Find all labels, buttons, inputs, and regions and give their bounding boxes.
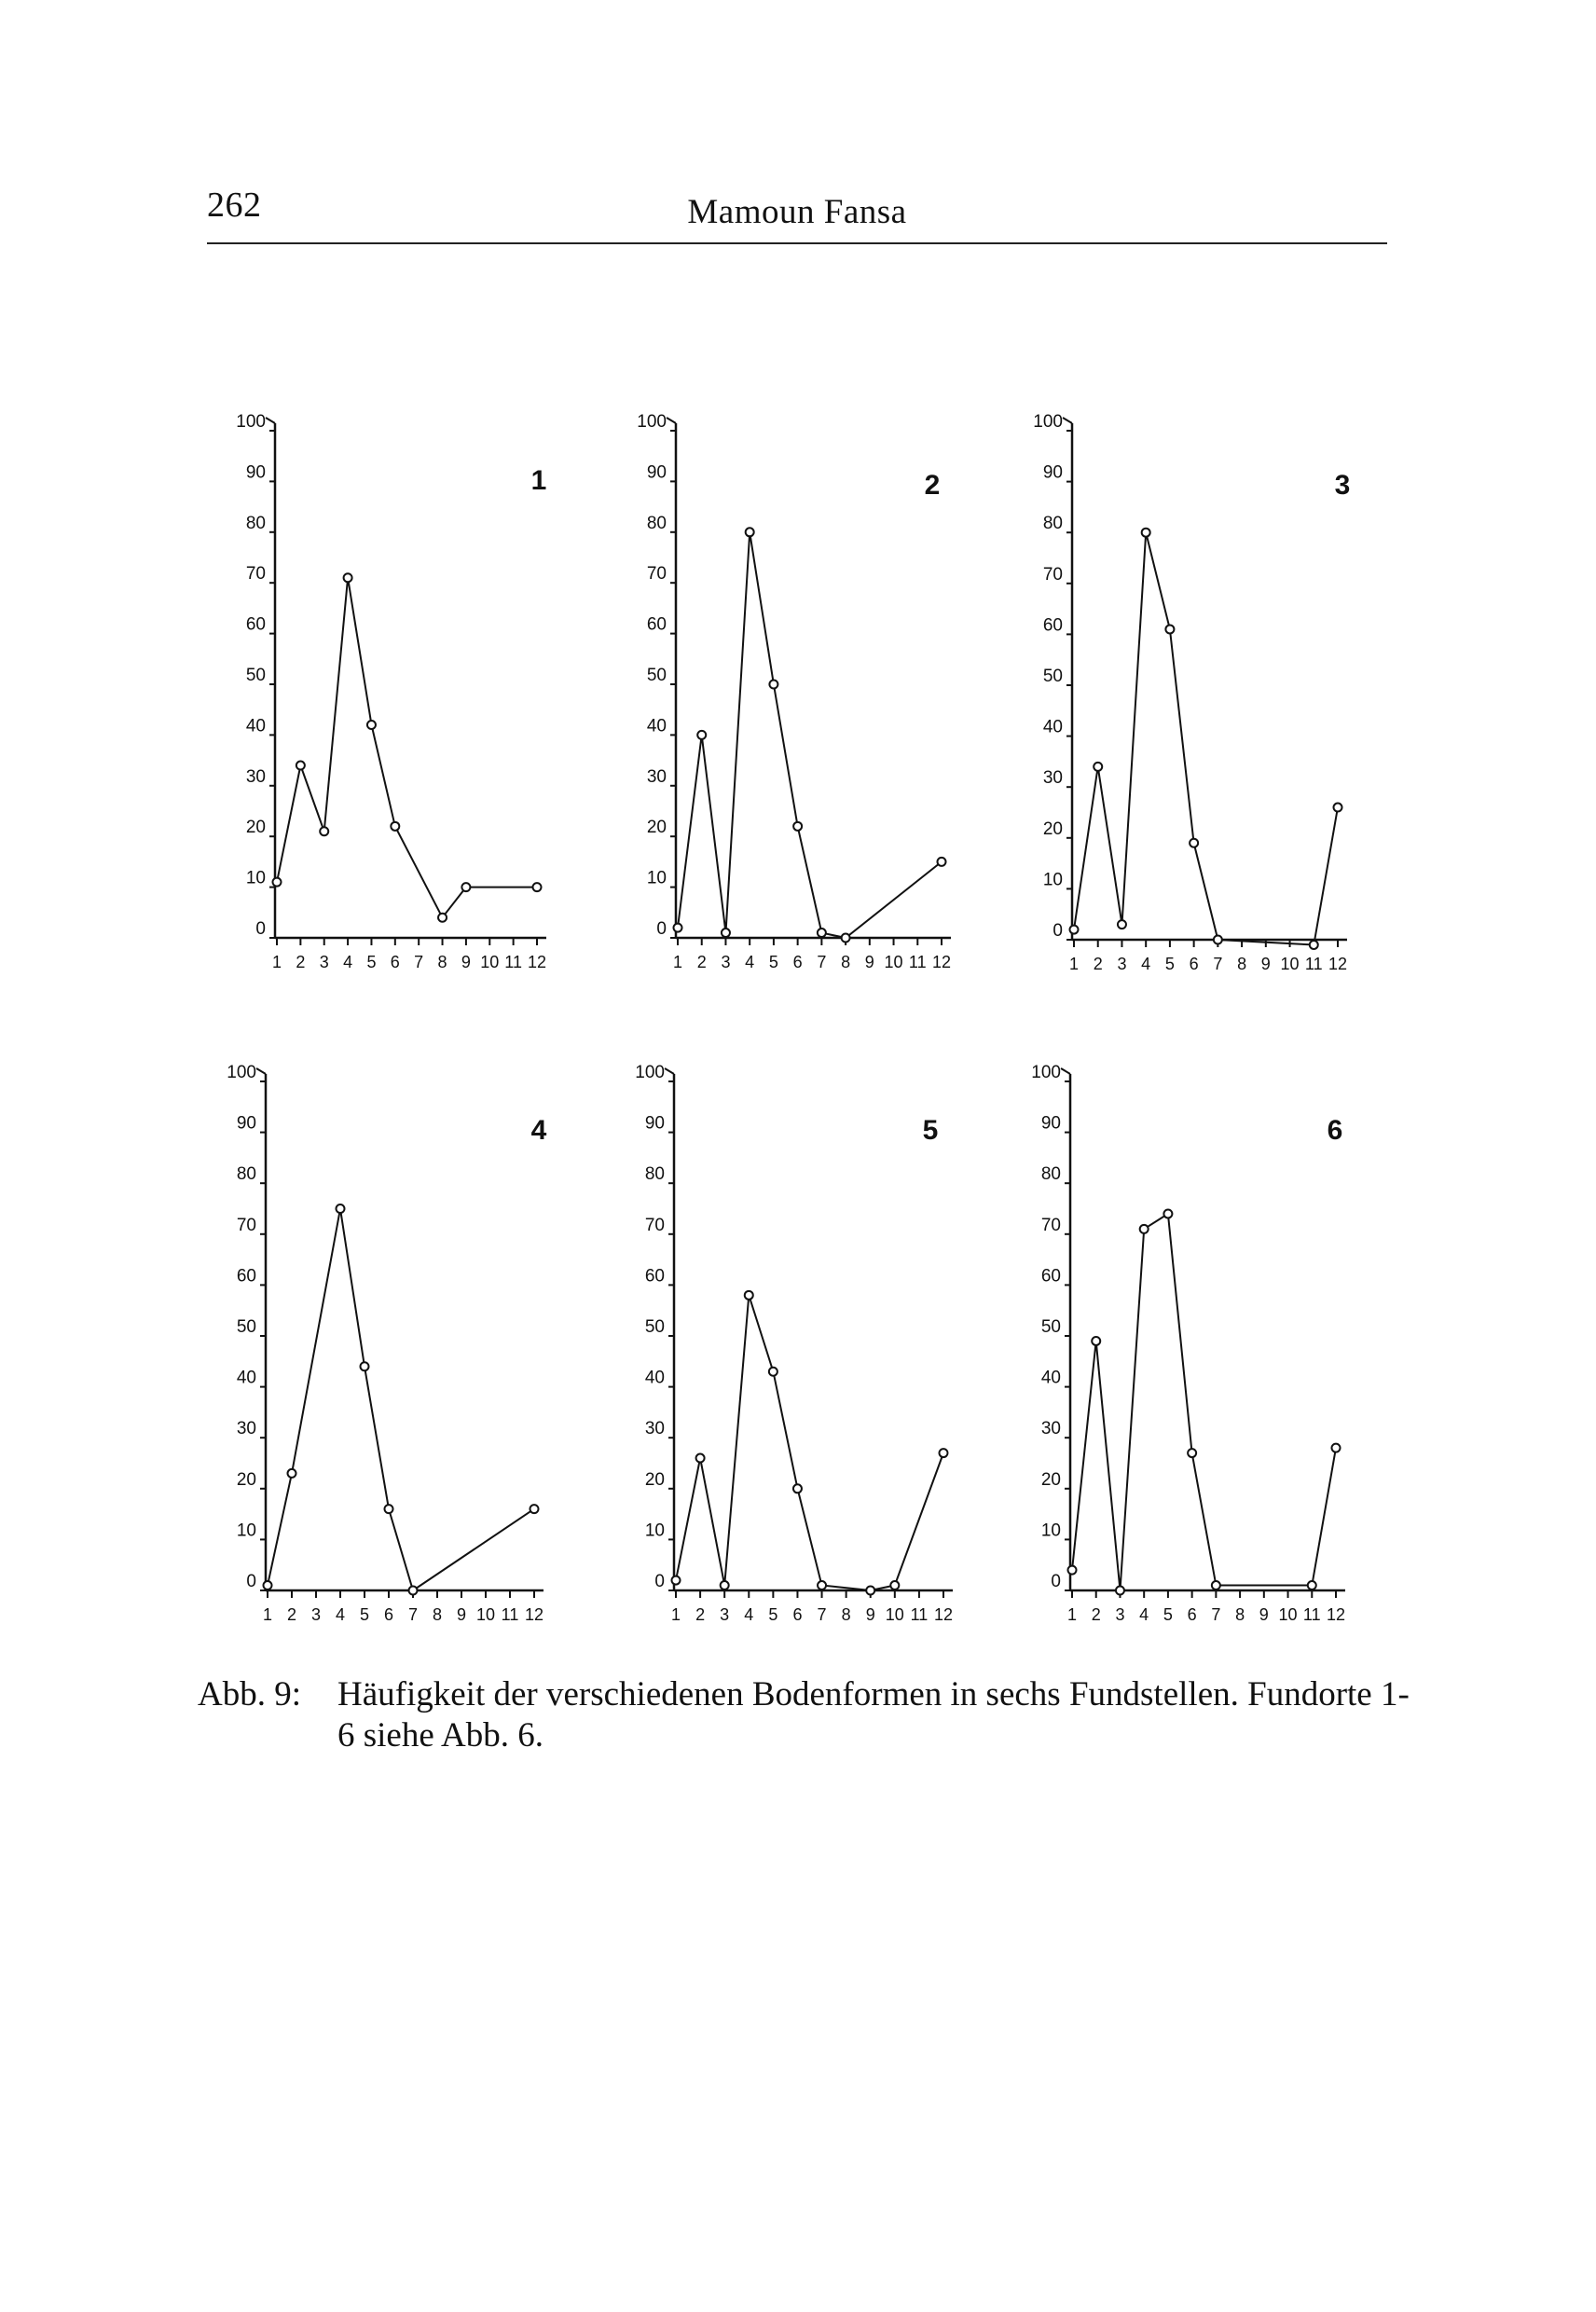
x-tick-label: 10 bbox=[885, 1605, 904, 1624]
series-line bbox=[678, 532, 942, 938]
x-tick-label: 9 bbox=[864, 953, 874, 971]
x-tick-label: 9 bbox=[865, 1605, 875, 1624]
x-tick-label: 12 bbox=[931, 953, 952, 971]
x-tick-label: 3 bbox=[721, 953, 731, 971]
chart-number-label: 3 bbox=[1334, 470, 1351, 501]
data-point bbox=[722, 929, 730, 937]
x-tick-label: 8 bbox=[432, 1605, 443, 1624]
y-tick-label: 90 bbox=[646, 462, 667, 483]
data-point bbox=[697, 731, 706, 739]
y-tick-label: 0 bbox=[1051, 1572, 1061, 1591]
y-axis-top-hook bbox=[256, 1068, 266, 1074]
y-tick-label: 60 bbox=[646, 614, 667, 635]
page-number: 262 bbox=[207, 186, 262, 225]
x-tick-label: 12 bbox=[524, 1605, 544, 1624]
x-tick-label: 3 bbox=[319, 953, 329, 971]
data-point bbox=[745, 1291, 753, 1300]
data-point bbox=[391, 822, 399, 831]
x-tick-label: 2 bbox=[1093, 955, 1103, 973]
x-tick-label: 7 bbox=[817, 953, 827, 971]
data-point bbox=[1142, 529, 1150, 537]
y-tick-label: 60 bbox=[1040, 1266, 1061, 1287]
x-tick-label: 4 bbox=[1141, 955, 1151, 973]
x-tick-label: 7 bbox=[1213, 955, 1223, 973]
x-tick-label: 11 bbox=[1304, 955, 1323, 973]
x-tick-label: 3 bbox=[310, 1605, 322, 1624]
data-point bbox=[672, 1576, 681, 1585]
caption-text: Häufigkeit der verschiedenen Bodenformen in sechs Fundstellen. Fundorte 1-6 siehe Abb. 6. bbox=[337, 1675, 1410, 1755]
x-tick-label: 12 bbox=[527, 953, 547, 971]
x-tick-label: 1 bbox=[672, 953, 683, 971]
chart-number-label: 2 bbox=[924, 470, 941, 501]
x-tick-label: 7 bbox=[1211, 1605, 1221, 1624]
data-point bbox=[938, 858, 946, 866]
y-tick-label: 100 bbox=[637, 412, 667, 432]
y-tick-label: 70 bbox=[1042, 564, 1063, 585]
y-tick-label: 90 bbox=[236, 1113, 256, 1134]
data-point bbox=[1188, 1449, 1196, 1457]
y-tick-label: 60 bbox=[245, 614, 266, 635]
x-tick-label: 5 bbox=[768, 953, 778, 971]
data-point bbox=[866, 1587, 874, 1595]
x-tick-label: 12 bbox=[1326, 1605, 1346, 1624]
data-point bbox=[842, 934, 850, 943]
y-tick-label: 30 bbox=[245, 766, 266, 787]
data-point bbox=[793, 822, 802, 831]
data-point bbox=[533, 883, 542, 891]
x-tick-label: 9 bbox=[461, 953, 471, 971]
y-tick-label: 90 bbox=[1042, 462, 1063, 483]
chart-panel-1 bbox=[236, 412, 546, 971]
x-tick-label: 5 bbox=[768, 1605, 778, 1624]
data-point bbox=[890, 1581, 899, 1590]
x-tick-label: 6 bbox=[390, 953, 400, 971]
x-tick-label: 4 bbox=[1139, 1605, 1149, 1624]
chart-panel-3 bbox=[1033, 412, 1350, 973]
x-tick-label: 1 bbox=[262, 1605, 273, 1624]
x-tick-label: 8 bbox=[841, 1605, 851, 1624]
series-line bbox=[268, 1209, 534, 1591]
data-point bbox=[1190, 839, 1198, 847]
y-tick-label: 60 bbox=[1042, 615, 1063, 636]
chart-panel-4 bbox=[227, 1063, 546, 1624]
x-tick-label: 7 bbox=[407, 1605, 419, 1624]
y-tick-label: 20 bbox=[1040, 1469, 1061, 1490]
y-tick-label: 60 bbox=[236, 1266, 256, 1287]
x-tick-label: 8 bbox=[1235, 1605, 1245, 1624]
x-tick-label: 7 bbox=[414, 953, 424, 971]
data-point bbox=[1116, 1587, 1124, 1595]
chart-number-label: 6 bbox=[1327, 1115, 1343, 1146]
data-point bbox=[1092, 1337, 1100, 1345]
y-tick-label: 80 bbox=[1040, 1164, 1061, 1185]
data-point bbox=[674, 924, 682, 932]
x-tick-label: 11 bbox=[908, 953, 927, 971]
y-tick-label: 20 bbox=[236, 1469, 256, 1490]
data-point bbox=[296, 762, 305, 770]
data-point bbox=[746, 528, 754, 536]
data-point bbox=[1310, 941, 1318, 949]
x-tick-label: 4 bbox=[335, 1605, 346, 1624]
x-tick-label: 4 bbox=[343, 953, 353, 971]
y-tick-label: 10 bbox=[236, 1521, 256, 1541]
y-tick-label: 20 bbox=[245, 818, 266, 838]
x-tick-label: 11 bbox=[910, 1605, 929, 1624]
data-point bbox=[461, 883, 470, 891]
y-axis-top-hook bbox=[665, 1068, 674, 1074]
chart-number-label: 4 bbox=[530, 1115, 547, 1146]
x-tick-label: 3 bbox=[1115, 1605, 1125, 1624]
y-tick-label: 10 bbox=[646, 868, 667, 888]
data-point bbox=[1140, 1225, 1149, 1233]
y-tick-label: 80 bbox=[236, 1164, 256, 1185]
x-tick-label: 6 bbox=[1187, 1605, 1197, 1624]
x-tick-label: 7 bbox=[817, 1605, 827, 1624]
x-tick-label: 6 bbox=[1189, 955, 1199, 973]
x-tick-label: 10 bbox=[1280, 955, 1300, 973]
y-tick-label: 60 bbox=[644, 1266, 665, 1287]
chart-panel-2 bbox=[637, 412, 951, 971]
caption-label: Abb. 9: bbox=[198, 1675, 301, 1713]
x-tick-label: 1 bbox=[1068, 955, 1080, 973]
data-point bbox=[320, 827, 328, 835]
y-tick-label: 80 bbox=[646, 513, 667, 533]
y-tick-label: 10 bbox=[245, 868, 266, 888]
x-tick-label: 9 bbox=[456, 1605, 467, 1624]
data-point bbox=[1165, 625, 1174, 633]
x-tick-label: 10 bbox=[475, 1605, 496, 1624]
y-tick-label: 50 bbox=[245, 666, 266, 685]
series-line bbox=[277, 578, 537, 917]
data-point bbox=[721, 1581, 729, 1590]
y-tick-label: 40 bbox=[1040, 1368, 1061, 1388]
y-tick-label: 40 bbox=[646, 716, 667, 736]
data-point bbox=[273, 878, 282, 887]
y-tick-label: 70 bbox=[245, 564, 266, 585]
data-point bbox=[337, 1204, 345, 1213]
x-tick-label: 5 bbox=[1163, 1605, 1173, 1624]
data-point bbox=[793, 1484, 802, 1493]
y-tick-label: 100 bbox=[1033, 412, 1063, 432]
data-point bbox=[1334, 804, 1342, 812]
data-point bbox=[769, 1368, 777, 1376]
data-point bbox=[1070, 926, 1079, 934]
data-point bbox=[409, 1587, 418, 1595]
y-axis-top-hook bbox=[1063, 418, 1072, 423]
x-tick-label: 5 bbox=[359, 1605, 370, 1624]
y-tick-label: 70 bbox=[236, 1215, 256, 1235]
y-tick-label: 70 bbox=[644, 1215, 665, 1235]
data-point bbox=[696, 1454, 705, 1463]
series-line bbox=[1074, 532, 1338, 944]
y-tick-label: 80 bbox=[1042, 514, 1063, 534]
y-tick-label: 40 bbox=[644, 1368, 665, 1388]
x-tick-label: 9 bbox=[1259, 1605, 1269, 1624]
data-point bbox=[1094, 763, 1102, 771]
y-tick-label: 30 bbox=[646, 766, 667, 787]
x-tick-label: 10 bbox=[1278, 1605, 1298, 1624]
data-point bbox=[1308, 1581, 1316, 1590]
x-tick-label: 2 bbox=[695, 1605, 706, 1624]
x-tick-label: 2 bbox=[286, 1605, 297, 1624]
data-point bbox=[1214, 936, 1222, 944]
data-point bbox=[1163, 1209, 1172, 1218]
x-tick-label: 8 bbox=[1237, 955, 1247, 973]
y-tick-label: 0 bbox=[1053, 921, 1063, 941]
y-tick-label: 100 bbox=[1031, 1063, 1061, 1082]
x-tick-label: 4 bbox=[744, 1605, 754, 1624]
y-tick-label: 100 bbox=[227, 1063, 256, 1082]
data-point bbox=[940, 1449, 948, 1457]
chart-panel-5 bbox=[635, 1063, 953, 1624]
y-tick-label: 90 bbox=[245, 462, 266, 483]
y-tick-label: 30 bbox=[644, 1419, 665, 1439]
x-tick-label: 9 bbox=[1260, 955, 1271, 973]
y-tick-label: 80 bbox=[245, 513, 266, 533]
y-tick-label: 0 bbox=[255, 919, 266, 939]
x-tick-label: 1 bbox=[271, 953, 282, 971]
y-tick-label: 80 bbox=[644, 1164, 665, 1185]
data-point bbox=[1118, 920, 1126, 929]
y-tick-label: 10 bbox=[1042, 870, 1063, 890]
x-tick-label: 12 bbox=[933, 1605, 954, 1624]
data-point bbox=[818, 1581, 826, 1590]
y-tick-label: 50 bbox=[1042, 667, 1063, 686]
y-tick-label: 40 bbox=[245, 716, 266, 736]
x-tick-label: 10 bbox=[480, 953, 500, 971]
x-tick-label: 11 bbox=[1302, 1605, 1321, 1624]
data-point bbox=[530, 1505, 539, 1513]
y-tick-label: 20 bbox=[646, 818, 667, 838]
y-tick-label: 0 bbox=[656, 919, 667, 939]
x-tick-label: 5 bbox=[366, 953, 377, 971]
data-point bbox=[769, 681, 777, 689]
x-tick-label: 12 bbox=[1328, 955, 1348, 973]
x-tick-label: 2 bbox=[296, 953, 306, 971]
data-point bbox=[361, 1362, 369, 1370]
series-line bbox=[676, 1295, 943, 1590]
data-point bbox=[288, 1469, 296, 1478]
running-title: Mamoun Fansa bbox=[687, 193, 907, 231]
y-tick-label: 50 bbox=[644, 1317, 665, 1337]
data-point bbox=[1068, 1566, 1077, 1575]
x-tick-label: 8 bbox=[841, 953, 851, 971]
data-point bbox=[438, 914, 447, 922]
data-point bbox=[367, 721, 376, 729]
y-tick-label: 100 bbox=[236, 412, 266, 432]
y-tick-label: 0 bbox=[654, 1572, 665, 1591]
data-point bbox=[264, 1581, 272, 1590]
y-tick-label: 50 bbox=[1040, 1317, 1061, 1337]
y-tick-label: 40 bbox=[1042, 717, 1063, 737]
y-tick-label: 70 bbox=[1040, 1215, 1061, 1235]
y-tick-label: 20 bbox=[644, 1469, 665, 1490]
y-axis-top-hook bbox=[1061, 1068, 1070, 1074]
y-tick-label: 30 bbox=[1042, 768, 1063, 789]
x-tick-label: 2 bbox=[1091, 1605, 1101, 1624]
y-tick-label: 40 bbox=[236, 1368, 256, 1388]
data-point bbox=[1332, 1444, 1341, 1452]
chart-number-label: 1 bbox=[530, 465, 547, 496]
x-tick-label: 3 bbox=[720, 1605, 730, 1624]
x-tick-label: 6 bbox=[383, 1605, 394, 1624]
y-tick-label: 30 bbox=[1040, 1419, 1061, 1439]
y-tick-label: 70 bbox=[646, 564, 667, 585]
y-tick-label: 30 bbox=[236, 1419, 256, 1439]
x-tick-label: 1 bbox=[670, 1605, 681, 1624]
chart-number-label: 5 bbox=[922, 1115, 939, 1146]
y-tick-label: 50 bbox=[236, 1317, 256, 1337]
x-tick-label: 10 bbox=[884, 953, 903, 971]
data-point bbox=[344, 573, 352, 582]
x-tick-label: 5 bbox=[1164, 955, 1175, 973]
y-tick-label: 90 bbox=[1040, 1113, 1061, 1134]
y-tick-label: 10 bbox=[644, 1521, 665, 1541]
series-line bbox=[1072, 1214, 1336, 1590]
x-tick-label: 11 bbox=[504, 953, 522, 971]
x-tick-label: 6 bbox=[792, 1605, 803, 1624]
y-tick-label: 0 bbox=[246, 1572, 256, 1591]
x-tick-label: 2 bbox=[696, 953, 707, 971]
chart-panel-6 bbox=[1031, 1063, 1345, 1624]
y-axis-top-hook bbox=[667, 418, 676, 423]
data-point bbox=[1212, 1581, 1220, 1590]
x-tick-label: 4 bbox=[745, 953, 755, 971]
x-tick-label: 6 bbox=[792, 953, 803, 971]
x-tick-label: 8 bbox=[437, 953, 447, 971]
y-tick-label: 50 bbox=[646, 666, 667, 685]
y-tick-label: 20 bbox=[1042, 819, 1063, 839]
y-tick-label: 100 bbox=[635, 1063, 665, 1082]
y-axis-top-hook bbox=[266, 418, 275, 423]
data-point bbox=[385, 1505, 393, 1513]
y-tick-label: 90 bbox=[644, 1113, 665, 1134]
x-tick-label: 3 bbox=[1117, 955, 1127, 973]
y-tick-label: 10 bbox=[1040, 1521, 1061, 1541]
x-tick-label: 11 bbox=[501, 1605, 519, 1624]
x-tick-label: 1 bbox=[1066, 1605, 1078, 1624]
data-point bbox=[818, 929, 826, 937]
